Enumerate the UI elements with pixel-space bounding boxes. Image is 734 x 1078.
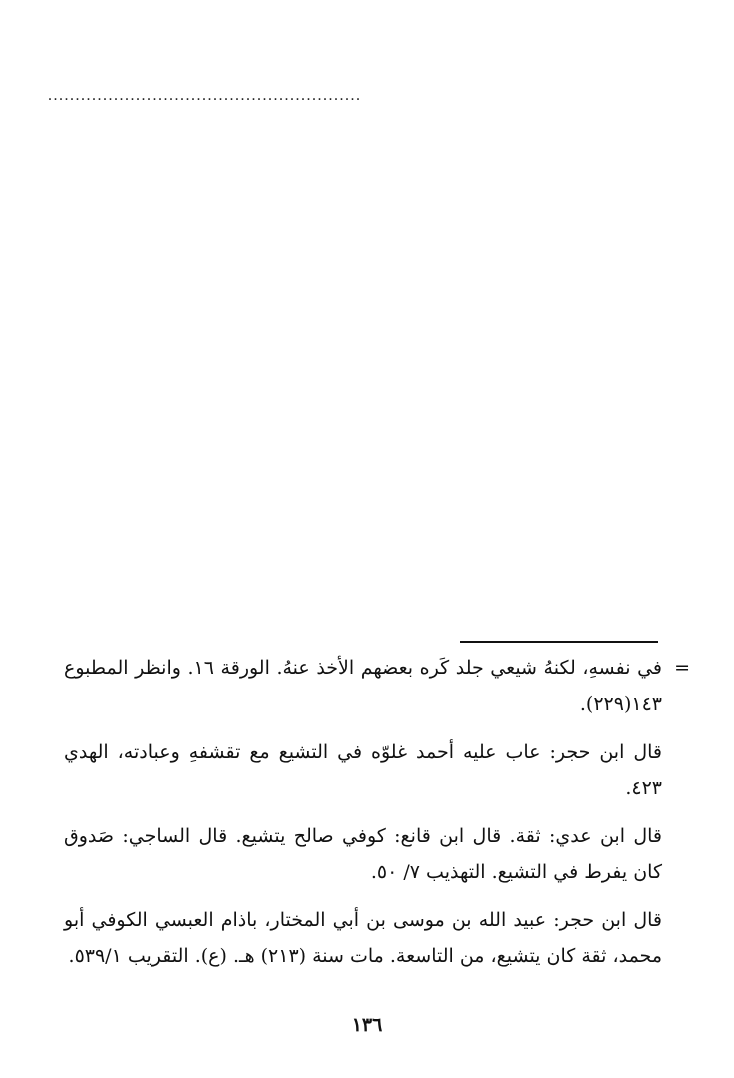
footnote-text: قال ابن حجر: عبيد الله بن موسى بن أبي المختار، باذام العبسي الكوفي أبو محمد، ثقة كان يتشيع، من التاسعة. مات سنة (٢١٣) هـ. (ع). التقريب ٥٣٩/١. xyxy=(64,909,662,967)
footnote-paragraph xyxy=(64,818,662,890)
footnote-text: قال ابن حجر: عاب عليه أحمد غلوّه في التشيع مع تقشفهِ وعبادته، الهدي ٤٢٣. xyxy=(64,741,662,799)
continuation-mark: = xyxy=(674,657,690,679)
footnote-text: في نفسهِ، لكنهُ شيعي جلد كَره بعضهم الأخذ عنهُ. الورقة ١٦. وانظر المطبوع ١٤٣(٢٢٩). xyxy=(64,657,662,715)
footnote-rule xyxy=(460,641,658,643)
page-number: ١٣٦ xyxy=(351,1014,383,1036)
footnote-paragraph xyxy=(64,734,662,806)
footnote-text: قال ابن عدي: ثقة. قال ابن قانع: كوفي صالح يتشيع. قال الساجي: صَدوق كان يفرط في التشيع. التهذيب ٧/ ٥٠. xyxy=(64,825,662,883)
dotted-separator: ......................................................... xyxy=(48,87,362,104)
footnotes xyxy=(64,650,690,986)
footnote-paragraph xyxy=(64,902,662,974)
footnote-paragraph xyxy=(64,650,690,722)
